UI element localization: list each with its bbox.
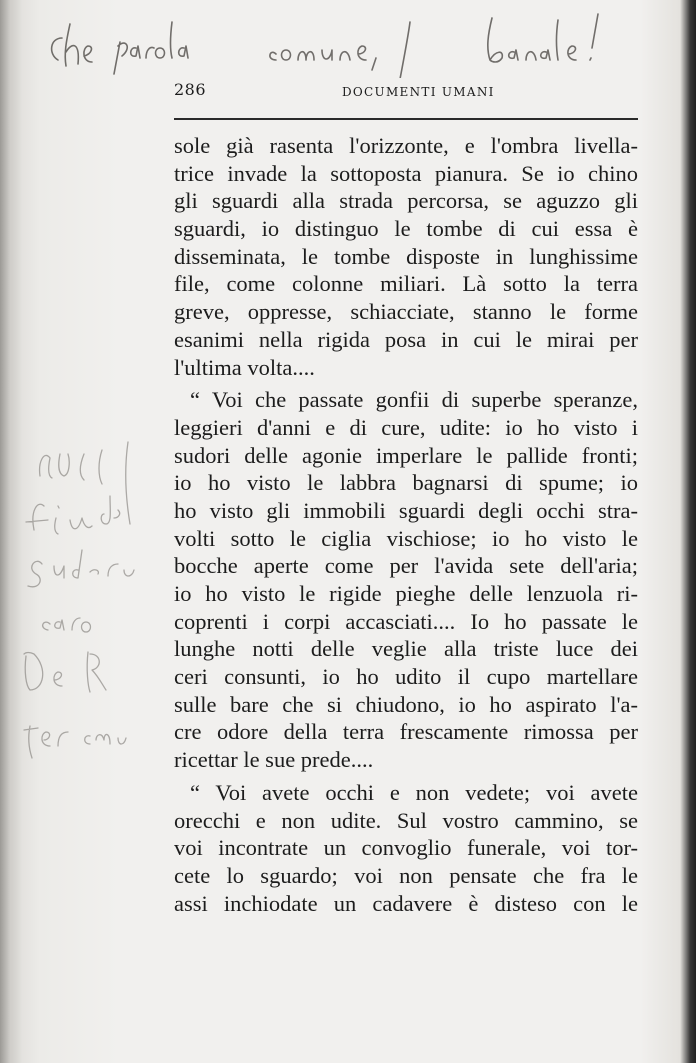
text-line: gli sguardi alla strada percorsa, se aguzzo gli [174, 188, 638, 214]
text-line: greve, oppresse, schiacciate, stanno le forme [174, 299, 638, 325]
paragraph [174, 779, 638, 917]
text-line: trice invade la sottoposta pianura. Se io chino [174, 160, 638, 186]
text-line: volti sotto le ciglia vischiose; io ho visto le [174, 525, 638, 551]
text-line: esanimi nella rigida posa in cui le mirai per [174, 326, 638, 352]
text-line: coprenti i corpi accasciati.... Io ho passate le [174, 608, 638, 634]
text-line: sudori delle agonie imperlare le pallide fronti; [174, 442, 638, 468]
paragraph [174, 386, 638, 774]
header-rule [174, 118, 638, 120]
text-line: cre odore della terra frescamente rimossa per [174, 719, 638, 745]
handwritten-margin-annotation [14, 440, 164, 780]
text-line: “ Voi che passate gonfii di superbe speranze, [190, 387, 638, 413]
text-line: sulle bare che si chiudono, io ho aspirato l'a- [174, 691, 638, 717]
text-line: disseminata, le tombe disposte in lunghissime [174, 243, 638, 269]
text-line: voi incontrate un convoglio funerale, voi tor- [174, 835, 638, 861]
text-line: ricettar le sue prede.... [174, 747, 374, 773]
page-header [174, 80, 638, 106]
handwritten-top-annotation [40, 8, 650, 78]
text-line: cete lo sguardo; voi non pensate che fra le [174, 862, 638, 888]
text-line: io ho visto le labbra bagnarsi di spume; io [174, 470, 638, 496]
text-line: ho visto gli immobili sguardi degli occhi stra- [174, 497, 638, 523]
text-line: “ Voi avete occhi e non vedete; voi avete [190, 779, 638, 805]
text-line: ceri consunti, io ho udito il cupo martellare [174, 664, 638, 690]
paragraph [174, 132, 638, 381]
text-line: orecchi e non udite. Sul vostro cammino, se [174, 807, 638, 833]
text-line: file, come colonne miliari. Là sotto la terra [174, 271, 638, 297]
text-line: l'ultima volta.... [174, 354, 315, 380]
text-line: sole già rasenta l'orizzonte, e l'ombra livella- [174, 133, 638, 158]
text-line: assi inchiodate un cadavere è disteso con le [174, 890, 638, 916]
text-line: io ho visto le rigide pieghe delle lenzuola ri- [174, 581, 638, 606]
text-line: sguardi, io distinguo le tombe di cui essa è [174, 216, 638, 242]
text-line: bocche aperte come per l'avida sete dell'aria; [174, 553, 638, 579]
text-line: lunghe notti delle veglie alla triste luce dei [174, 636, 638, 662]
text-line: leggieri d'anni e di cure, udite: io ho visto i [174, 414, 638, 440]
page-number: 286 [174, 80, 207, 99]
running-head: DOCUMENTI UMANI [342, 85, 495, 99]
body-text [174, 132, 638, 922]
